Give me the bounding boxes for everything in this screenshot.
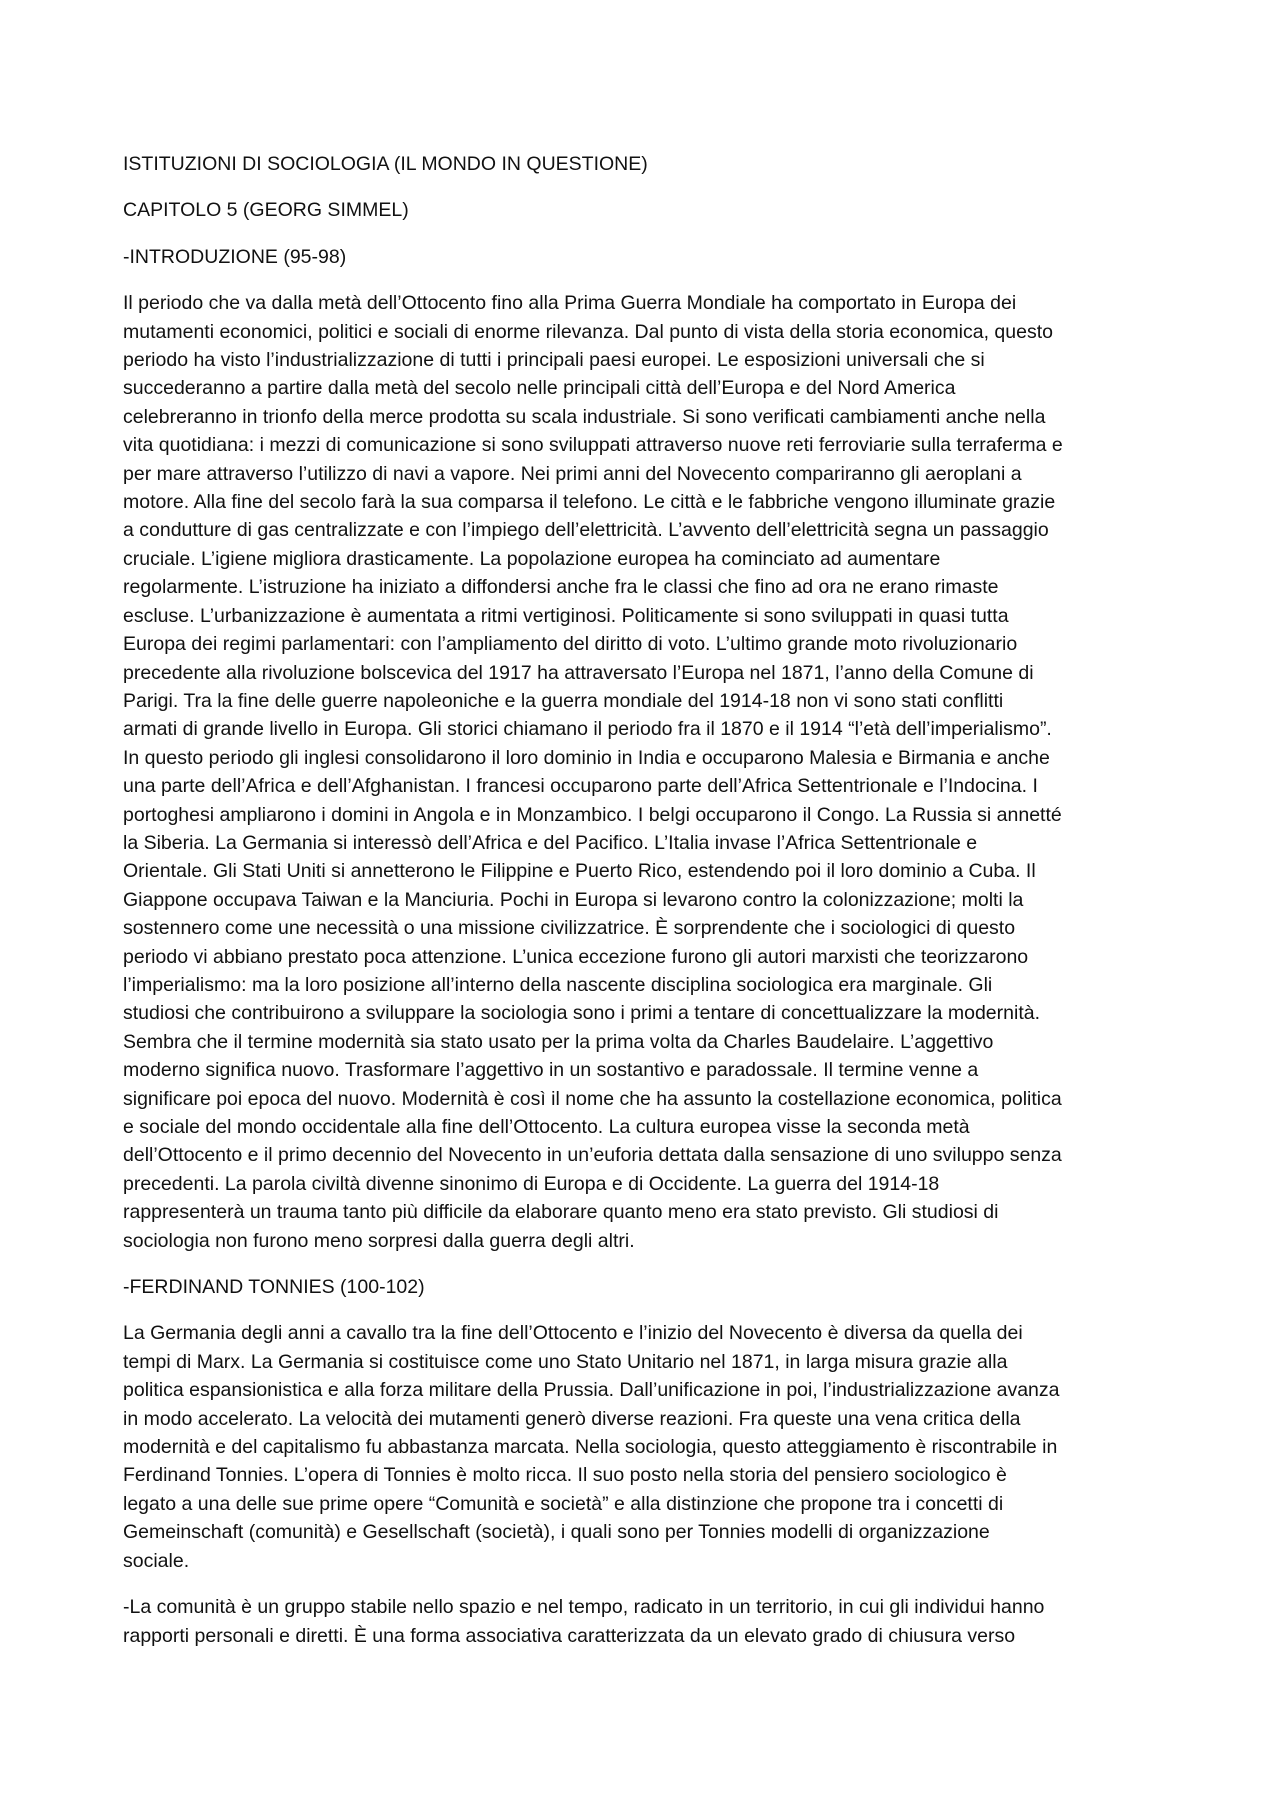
- text-line: Sembra che il termine modernità sia stato usato per la prima volta da Charles Baudelaire. L’aggettivo: [123, 1030, 994, 1053]
- text-line: sociale.: [123, 1549, 190, 1572]
- document-title: ISTITUZIONI DI SOCIOLOGIA (IL MONDO IN QUESTIONE): [123, 153, 648, 175]
- text-line: vita quotidiana: i mezzi di comunicazione si sono sviluppati attraverso nuove reti ferroviarie sulla terraferma e: [123, 434, 1063, 457]
- text-line: in modo accelerato. La velocità dei mutamenti generò diverse reazioni. Fra queste una vena critica della: [123, 1407, 1021, 1430]
- text-line: la Siberia. La Germania si interessò dell’Africa e del Pacifico. L’Italia invase l’Africa Settentrionale e: [123, 831, 978, 854]
- text-line: sostennero come une necessità o una missione civilizzatrice. È sorprendente che i sociologici di questo: [123, 917, 1016, 940]
- text-line: moderno significa nuovo. Trasformare l’aggettivo in un sostantivo e paradossale. Il termine venne a: [123, 1059, 979, 1082]
- text-line: Orientale. Gli Stati Uniti si annetterono le Filippine e Puerto Rico, estendendo poi il loro dominio a Cuba. Il: [123, 860, 1036, 883]
- text-line: celebreranno in trionfo della merce prodotta su scala industriale. Si sono verificati cambiamenti anche nella: [123, 405, 1046, 428]
- text-line: -La comunità è un gruppo stabile nello spazio e nel tempo, radicato in un territorio, in cui gli individui hanno: [123, 1596, 1045, 1619]
- text-line: mutamenti economici, politici e sociali di enorme rilevanza. Dal punto di vista della storia economica, questo: [123, 320, 1053, 343]
- text-line: significare poi epoca del nuovo. Modernità è così il nome che ha assunto la costellazione economica, politica: [123, 1087, 1062, 1110]
- paragraph-introduzione: [123, 289, 1163, 1255]
- text-line: Il periodo che va dalla metà dell’Ottocento fino alla Prima Guerra Mondiale ha comportato in Europa dei: [123, 292, 1017, 315]
- text-line: tempi di Marx. La Germania si costituisce come uno Stato Unitario nel 1871, in larga misura grazie alla: [123, 1350, 1008, 1373]
- text-line: Giappone occupava Taiwan e la Manciuria. Pochi in Europa si levarono contro la colonizzazione; molti la: [123, 888, 1024, 911]
- text-line: precedenti. La parola civiltà divenne sinonimo di Europa e di Occidente. La guerra del 1914-18: [123, 1172, 940, 1195]
- section-heading-introduzione: -INTRODUZIONE (95-98): [123, 245, 347, 268]
- text-line: modernità e del capitalismo fu abbastanza marcata. Nella sociologia, questo atteggiamento è riscontrabile in: [123, 1436, 1058, 1459]
- text-line: Europa dei regimi parlamentari: con l’ampliamento del diritto di voto. L’ultimo grande moto rivoluzionario: [123, 633, 1018, 656]
- text-line: rapporti personali e diretti. È una forma associativa caratterizzata da un elevato grado di chiusura verso: [123, 1624, 1016, 1647]
- text-line: Ferdinand Tonnies. L’opera di Tonnies è molto ricca. Il suo posto nella storia del pensiero sociologico è: [123, 1464, 1007, 1487]
- text-line: rappresenterà un trauma tanto più difficile da elaborare quanto meno era stato previsto. Gli studiosi di: [123, 1201, 999, 1224]
- text-line: escluse. L’urbanizzazione è aumentata a ritmi vertiginosi. Politicamente si sono sviluppati in quasi tutta: [123, 604, 1009, 627]
- text-line: a condutture di gas centralizzate e con l’impiego dell’elettricità. L’avvento dell’elettricità segna un passaggio: [123, 519, 1049, 542]
- text-line: cruciale. L’igiene migliora drasticamente. La popolazione europea ha cominciato ad aumentare: [123, 547, 941, 570]
- text-line: portoghesi ampliarono i domini in Angola e in Monzambico. I belgi occuparono il Congo. La Russia si annetté: [123, 803, 1062, 826]
- text-line: Parigi. Tra la fine delle guerre napoleoniche e la guerra mondiale del 1914-18 non vi sono stati conflitti: [123, 689, 1004, 712]
- text-line: studiosi che contribuirono a sviluppare la sociologia sono i primi a tentare di concettualizzare la modernità.: [123, 1002, 1040, 1025]
- text-line: La Germania degli anni a cavallo tra la fine dell’Ottocento e l’inizio del Novecento è diversa da quella dei: [123, 1322, 1023, 1345]
- text-line: armati di grande livello in Europa. Gli storici chiamano il periodo fra il 1870 e il 1914 “l’età dell’imperialismo”.: [123, 718, 1052, 741]
- text-line: periodo vi abbiano prestato poca attenzione. L’unica eccezione furono gli autori marxisti che teorizzarono: [123, 945, 1029, 968]
- text-line: periodo ha visto l’industrializzazione di tutti i principali paesi europei. Le esposizioni universali che si: [123, 349, 985, 372]
- text-line: e sociale del mondo occidentale alla fine dell’Ottocento. La cultura europea visse la seconda metà: [123, 1116, 970, 1138]
- text-line: In questo periodo gli inglesi consolidarono il loro dominio in India e occuparono Malesia e Birmania e anche: [123, 746, 1050, 769]
- text-line: motore. Alla fine del secolo farà la sua comparsa il telefono. Le città e le fabbriche vengono illuminate grazie: [123, 491, 1056, 514]
- paragraph-comunita: [123, 1593, 1163, 1650]
- text-line: sociologia non furono meno sorpresi dalla guerra degli altri.: [123, 1229, 635, 1252]
- chapter-heading: CAPITOLO 5 (GEORG SIMMEL): [123, 199, 409, 222]
- text-line: l’imperialismo: ma la loro posizione all’interno della nascente disciplina sociologica era marginale. Gli: [123, 973, 993, 996]
- text-line: precedente alla rivoluzione bolscevica del 1917 ha attraversato l’Europa nel 1871, l’anno della Comune di: [123, 661, 1034, 684]
- text-line: legato a una delle sue prime opere “Comunità e società” e alla distinzione che propone tra i concetti di: [123, 1492, 1004, 1515]
- text-line: una parte dell’Africa e dell’Afghanistan. I francesi occuparono parte dell’Africa Settentrionale e l’Indocina. I: [123, 775, 1038, 798]
- document-body: [123, 150, 1163, 1668]
- text-line: per mare attraverso l’utilizzo di navi a vapore. Nei primi anni del Novecento compariranno gli aeroplani a: [123, 462, 1022, 485]
- text-line: politica espansionistica e alla forza militare della Prussia. Dall’unificazione in poi, l’industrializzazione avanza: [123, 1379, 1060, 1402]
- paragraph-tonnies: [123, 1319, 1163, 1575]
- text-line: regolarmente. L’istruzione ha iniziato a diffondersi anche fra le classi che fino ad ora ne erano rimaste: [123, 576, 999, 599]
- text-line: dell’Ottocento e il primo decennio del Novecento in un’euforia dettata dalla sensazione di uno sviluppo senza: [123, 1144, 1062, 1167]
- text-line: Gemeinschaft (comunità) e Gesellschaft (società), i quali sono per Tonnies modelli di organizzazione: [123, 1521, 990, 1544]
- text-line: succederanno a partire dalla metà del secolo nelle principali città dell’Europa e del Nord America: [123, 377, 956, 400]
- section-heading-tonnies: -FERDINAND TONNIES (100-102): [123, 1276, 425, 1299]
